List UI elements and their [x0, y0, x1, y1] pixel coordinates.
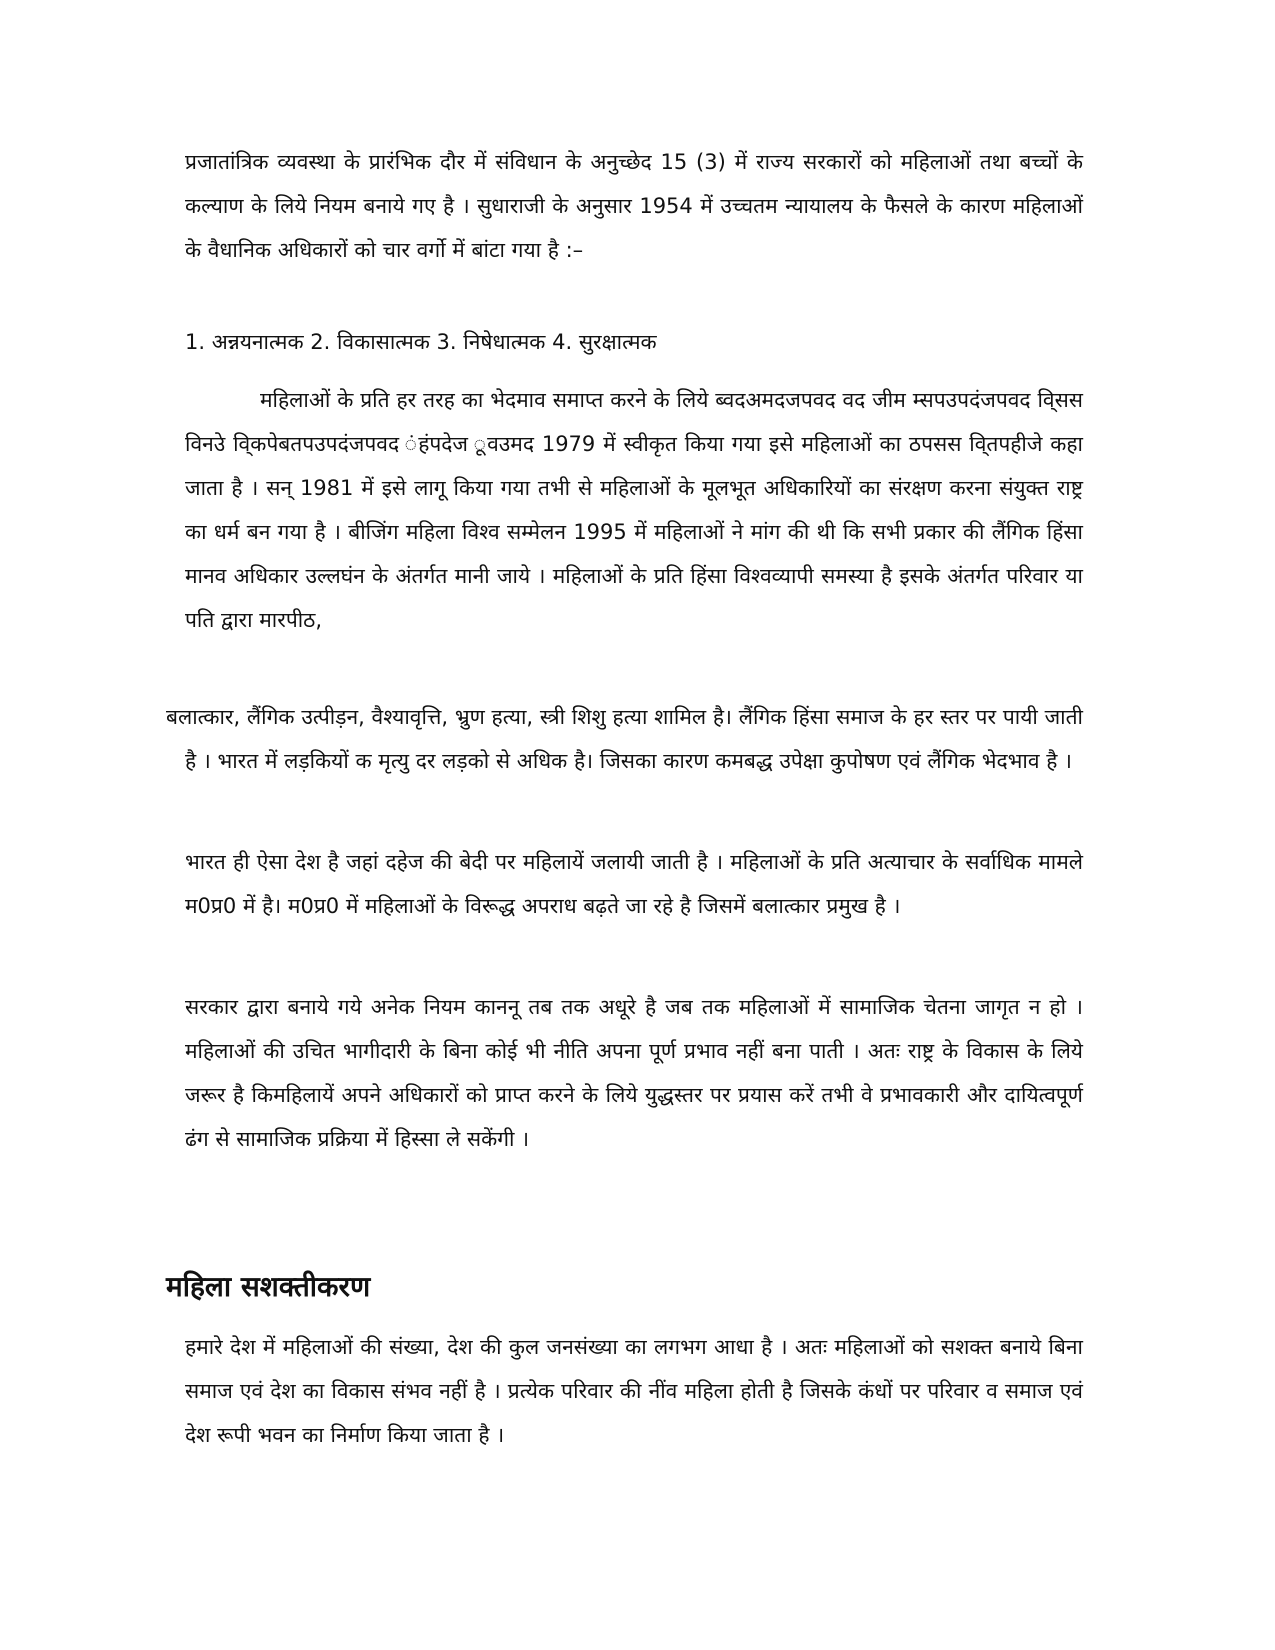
paragraph-social-awareness: सरकार द्वारा बनाये गये अनेक नियम काननू तब तक अधूरे है जब तक महिलाओं में सामाजिक चेतना जागृत न हो । महिलाओं की उचित भागीदारी के बिना कोई भी नीति अपना पूर्ण प्रभाव नहीं बना पाती । अतः राष्ट्र के विकास के लिये जरूर है किमहिलायें अपने अधिकारों को प्राप्त करने के लिये युद्धस्तर पर प्रयास करें तभी वे प्रभावकारी और दायित्वपूर्ण ढंग से सामाजिक प्रक्रिया में हिस्सा ले सकेंगी ।	[185, 995, 1083, 1151]
paragraph-dowry-crimes: भारत ही ऐसा देश है जहां दहेज की बेदी पर महिलायें जलायी जाती है । महिलाओं के प्रति अत्याचार के सर्वाधिक मामले म0प्र0 में है। म0प्र0 में महिलाओं के विरूद्ध अपराध बढ़ते जा रहे है जिसमें बलात्कार प्रमुख है ।	[185, 850, 1083, 918]
paragraph-constitution: प्रजातांत्रिक व्यवस्था के प्रारंभिक दौर में संविधान के अनुच्छेद 15 (3) में राज्य सरकारों को महिलाओं तथा बच्चों के कल्याण के लिये नियम बनाये गए है । सुधाराजी के अनुसार 1954 में उच्चतम न्यायालय के फैसले के कारण महिलाओं के वैधानिक अधिकारों को चार वर्गो में बांटा गया है :–	[185, 150, 1083, 262]
paragraph-cedaw: महिलाओं के प्रति हर तरह का भेदमाव समाप्त करने के लिये ब्वदअमदजपवद वद जीम म्सपउपदंजपवद वि्सस विनउे वि्कपेबतपउपदंजपवद ंहंपदेज ूवउमद 1979 में स्वीकृत किया गया इसे महिलाओं का ठपसस वि्तपहीजे कहा जाता है । सन् 1981 में इसे लागू किया गया तभी से महिलाओं के मूलभूत अधिकारियों का संरक्षण करना संयुक्त राष्ट्र का धर्म बन गया है । बीजिंग महिला विश्व सम्मेलन 1995 में महिलाओं ने मांग की थी कि सभी प्रकार की लैंगिक हिंसा मानव अधिकार उल्लघंन के अंतर्गत मानी जाये । महिलाओं के प्रति हिंसा विश्वव्यापी समस्या है इसके अंतर्गत परिवार या पति द्वारा मारपीठ,	[185, 388, 1083, 632]
section-heading-women-empowerment: महिला सशक्तीकरण	[166, 1270, 371, 1303]
paragraph-women-population: हमारे देश में महिलाओं की संख्या, देश की कुल जनसंख्या का लगभग आधा है । अतः महिलाओं को सशक्त बनाये बिना समाज एवं देश का विकास संभव नहीं है । प्रत्येक परिवार की नींव महिला होती है जिसके कंधों पर परिवार व समाज एवं देश रूपी भवन का निर्माण किया जाता है ।	[185, 1335, 1083, 1447]
rights-category-list: 1. अन्नयनात्मक 2. विकासात्मक 3. निषेधात्मक 4. सुरक्षात्मक	[185, 330, 657, 354]
paragraph-gender-violence: बलात्कार, लैंगिक उत्पीड़न, वैश्यावृत्ति, भ्रुण हत्या, स्त्री शिशु हत्या शामिल है। लैंगिक हिंसा समाज के हर स्तर पर पायी जाती है । भारत में लड़कियों क मृत्यु दर लड़को से अधिक है। जिसका कारण कमबद्ध उपेक्षा कुपोषण एवं लैंगिक भेदभाव है ।	[166, 705, 1083, 773]
